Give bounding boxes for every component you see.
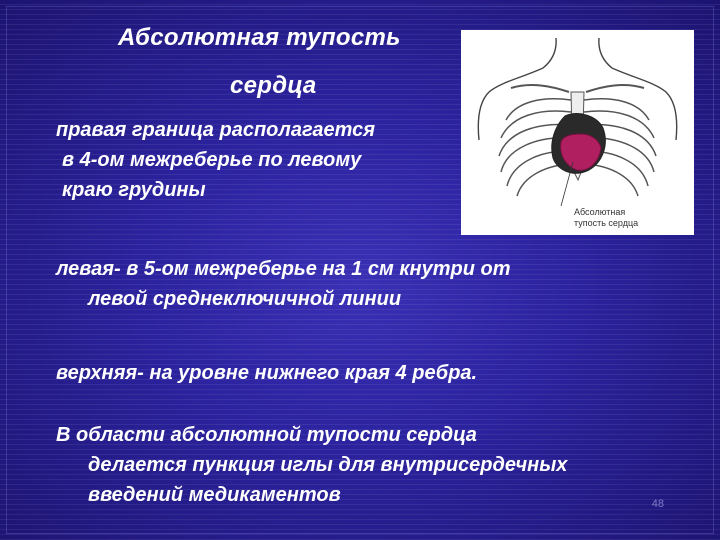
left-border-paragraph [56, 254, 511, 314]
text-line: левой среднеключичной линии [88, 288, 402, 310]
page-number: 48 [651, 498, 664, 510]
slide-title-line-2: сердца [230, 72, 317, 99]
text-line: делается пункция иглы для внутрисердечных [88, 454, 568, 476]
text-line: правая граница располагается [56, 119, 376, 141]
text-line: краю грудины [62, 179, 206, 201]
chest-heart-illustration [461, 30, 694, 235]
text-line: в 4-ом межреберье по левому [62, 149, 362, 171]
chest-diagram-svg [461, 30, 694, 235]
text-line: левая- в 5-ом межреберье на 1 см кнутри от [56, 258, 511, 280]
upper-border-paragraph [56, 358, 477, 388]
slide-title-line-1: Абсолютная тупость [118, 24, 401, 51]
puncture-note-paragraph [56, 420, 567, 510]
text-line: верхняя- на уровне нижнего края 4 ребра. [56, 362, 478, 384]
figure-caption-line-1: Абсолютная [574, 207, 626, 217]
text-line: введений медикаментов [88, 484, 341, 506]
figure-caption-line-2: тупость сердца [574, 218, 639, 228]
right-border-paragraph [56, 115, 375, 205]
text-line: В области абсолютной тупости сердца [56, 424, 477, 446]
